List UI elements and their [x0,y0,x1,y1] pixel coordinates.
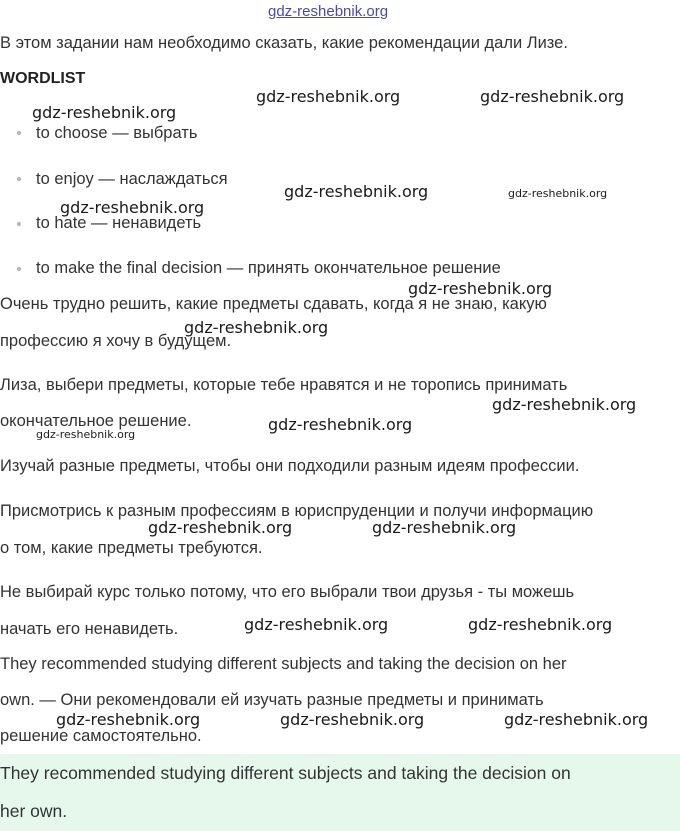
paragraph-line: о том, какие предметы требуются. [0,539,263,557]
paragraph-line: профессию я хочу в будущем. [0,332,232,350]
bullet-icon [17,267,21,271]
watermark: gdz-reshebnik.org [244,615,389,634]
watermark: gdz-reshebnik.org [508,187,608,200]
watermark: gdz-reshebnik.org [256,87,401,106]
paragraph-line: Не выбирай курс только потому, что его выбрали твои друзья - ты можешь [0,583,575,601]
watermark: gdz-reshebnik.org [36,428,136,441]
watermark: gdz-reshebnik.org [56,710,201,729]
wordlist-item: to make the final decision — принять окончательное решение [36,259,501,277]
wordlist-heading: WORDLIST [0,70,86,87]
watermark: gdz-reshebnik.org [280,710,425,729]
paragraph-line: Лиза, выбери предметы, которые тебе нравятся и не торопись принимать [0,376,568,394]
bullet-icon [17,177,21,181]
watermark: gdz-reshebnik.org [32,103,177,122]
watermark: gdz-reshebnik.org [468,615,613,634]
watermark: gdz-reshebnik.org [268,415,413,434]
watermark: gdz-reshebnik.org [60,198,205,217]
watermark: gdz-reshebnik.org [184,318,329,337]
watermark: gdz-reshebnik.org [148,518,293,537]
watermark: gdz-reshebnik.org [372,518,517,537]
watermark: gdz-reshebnik.org [284,182,429,201]
paragraph-line: own. — Они рекомендовали ей изучать разные предметы и принимать [0,691,544,709]
watermark: gdz-reshebnik.org [408,279,553,298]
paragraph-line: решение самостоятельно. [0,727,202,745]
watermark: gdz-reshebnik.org [504,710,649,729]
answer-line: They recommended studying different subjects and taking the decision on [0,763,571,783]
answer-box [0,754,680,831]
wordlist-item: to choose — выбрать [36,124,198,142]
answer-line: her own. [0,801,68,821]
watermark: gdz-reshebnik.org [480,87,625,106]
watermark-link[interactable]: gdz-reshebnik.org [268,3,389,20]
wordlist-item: to enjoy — наслаждаться [36,170,228,188]
bullet-icon [17,222,21,226]
paragraph-line: Очень трудно решить, какие предметы сдавать, когда я не знаю, какую [0,295,547,313]
watermark: gdz-reshebnik.org [492,395,637,414]
paragraph-line: Изучай разные предметы, чтобы они подходили разным идеям профессии. [0,457,580,475]
paragraph-line: окончательное решение. [0,412,192,430]
paragraph-line: начать его ненавидеть. [0,620,179,638]
paragraph-line: Присмотрись к разным профессиям в юриспруденции и получи информацию [0,502,594,520]
wordlist-item: to hate — ненавидеть [36,214,202,232]
paragraph-line: They recommended studying different subjects and taking the decision on her [0,655,567,673]
intro-text: В этом задании нам необходимо сказать, какие рекомендации дали Лизе. [0,34,568,52]
bullet-icon [17,131,21,135]
